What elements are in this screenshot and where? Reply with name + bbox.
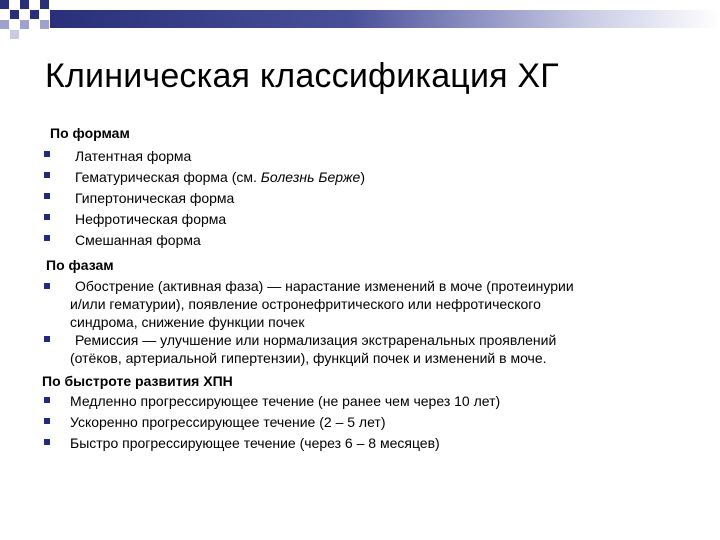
square-bullet-icon: [44, 283, 50, 289]
list-item: Нефротическая форма: [75, 211, 227, 227]
list-item: Смешанная форма: [75, 232, 201, 248]
list-item-line: и/или гематурии), появление остронефритического или нефротического: [70, 296, 541, 312]
italic-term: Болезнь Берже: [260, 169, 361, 185]
checker-square: [0, 0, 9, 9]
list-item-line: Обострение (активная фаза) — нарастание изменений в моче (протеинурии: [75, 278, 574, 294]
checker-square: [40, 20, 49, 29]
checker-square: [20, 20, 29, 29]
list-item: Быстро прогрессирующее течение (через 6 – 8 месяцев): [70, 435, 440, 451]
list-item: [75, 167, 365, 187]
checker-square: [40, 0, 49, 9]
list-item-text: Гематурическая форма (см.: [75, 169, 261, 185]
square-bullet-icon: [44, 235, 50, 241]
checker-square: [0, 20, 9, 29]
gradient-bar: [50, 10, 720, 28]
list-item-text: ): [360, 169, 365, 185]
section-heading-forms: По формам: [50, 125, 130, 141]
square-bullet-icon: [44, 418, 50, 424]
square-bullet-icon: [44, 214, 50, 220]
list-item: Медленно прогрессирующее течение (не ранее чем через 10 лет): [70, 393, 501, 409]
list-item: Латентная форма: [75, 148, 192, 164]
square-bullet-icon: [44, 172, 50, 178]
decorative-header-band: [0, 0, 720, 38]
square-bullet-icon: [44, 439, 50, 445]
list-item: Ускоренно прогрессирующее течение (2 – 5 лет): [70, 414, 386, 430]
square-bullet-icon: [44, 193, 50, 199]
list-item-line: Ремиссия — улучшение или нормализация экстраренальных проявлений: [75, 332, 557, 348]
list-item-line: (отёков, артериальной гипертензии), функций почек и изменений в моче.: [70, 350, 547, 366]
checker-square: [10, 10, 19, 19]
section-heading-speed: По быстроте развития ХПН: [42, 373, 233, 389]
checker-square: [20, 0, 29, 9]
square-bullet-icon: [44, 397, 50, 403]
checker-square: [10, 30, 19, 39]
list-item-line: синдрома, снижение функции почек: [70, 314, 305, 330]
checker-square: [30, 10, 39, 19]
square-bullet-icon: [44, 336, 50, 342]
section-heading-phases: По фазам: [46, 257, 114, 273]
square-bullet-icon: [44, 151, 50, 157]
list-item: Гипертоническая форма: [75, 190, 235, 206]
page-title: Клиническая классификация ХГ: [45, 57, 559, 95]
